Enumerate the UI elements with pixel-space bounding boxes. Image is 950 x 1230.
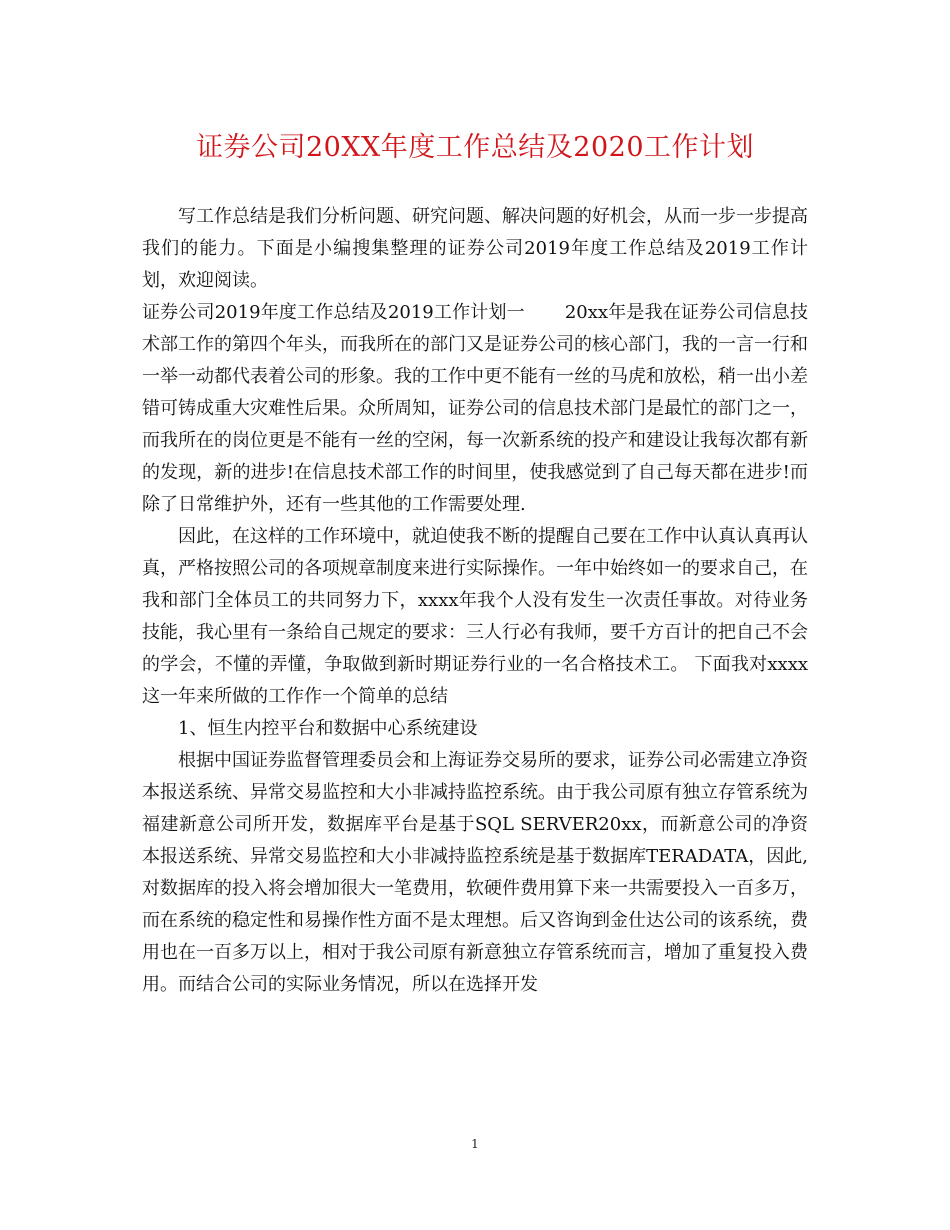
body-paragraph-3: 根据中国证券监督管理委员会和上海证券交易所的要求，证券公司必需建立净资本报送系统、异常交易监控和大小非减持监控系统。由于我公司原有独立存管系统为福建新意公司所开发，数据库平台是基于SQL SERVER20xx，而新意公司的净资本报送系统、异常交易监控和大小非减持监控系统是基于数据库TERADATA，因此,对数据库的投入将会增加很大一笔费用，软硬件费用算下来一共需要投入一百多万，而在系统的稳定性和易操作性方面不是太理想。后又咨询到金仕达公司的该系统，费用也在一百多万以上，相对于我公司原有新意独立存管系统而言，增加了重复投入费用。而结合公司的实际业务情况，所以在选择开发 [142,750,808,995]
document-body [142,201,808,1001]
document-title: 证券公司20XX年度工作总结及2020工作计划 [195,132,754,163]
body-paragraph-2: 因此，在这样的工作环境中，就迫使我不断的提醒自己要在工作中认真认真再认真，严格按照公司的各项规章制度来进行实际操作。一年中始终如一的要求自己，在我和部门全体员工的共同努力下，xxxx年我个人没有发生一次责任事故。对待业务技能，我心里有一条给自己规定的要求：三人行必有我师，要千方百计的把自己不会的学会，不懂的弄懂，争取做到新时期证券行业的一名合格技术工。 下面我对xxxx这一年来所做的工作作一个简单的总结 [142,526,808,707]
section-paragraph [142,297,808,521]
intro-paragraph: 写工作总结是我们分析问题、研究问题、解决问题的好机会，从而一步一步提高我们的能力。下面是小编搜集整理的证券公司2019年度工作总结及2019工作计划，欢迎阅读。 [142,206,808,291]
section-text: 20xx年是我在证券公司信息技术部工作的第四个年头，而我所在的部门又是证券公司的核心部门，我的一言一行和一举一动都代表着公司的形象。我的工作中更不能有一丝的马虎和放松，稍一出小差错可铸成重大灾难性后果。众所周知，证券公司的信息技术部门是最忙的部门之一，而我所在的岗位更是不能有一丝的空闲，每一次新系统的投产和建设让我每次都有新的发现，新的进步!在信息技术部工作的时间里，使我感觉到了自己每天都在进步!而除了日常维护外，还有一些其他的工作需要处理. [142,302,808,515]
section-heading: 证券公司2019年度工作总结及2019工作计划一 [142,302,525,323]
page-number: 1 [471,1137,479,1151]
subheading-item-1: 1、恒生内控平台和数据中心系统建设 [178,718,478,739]
